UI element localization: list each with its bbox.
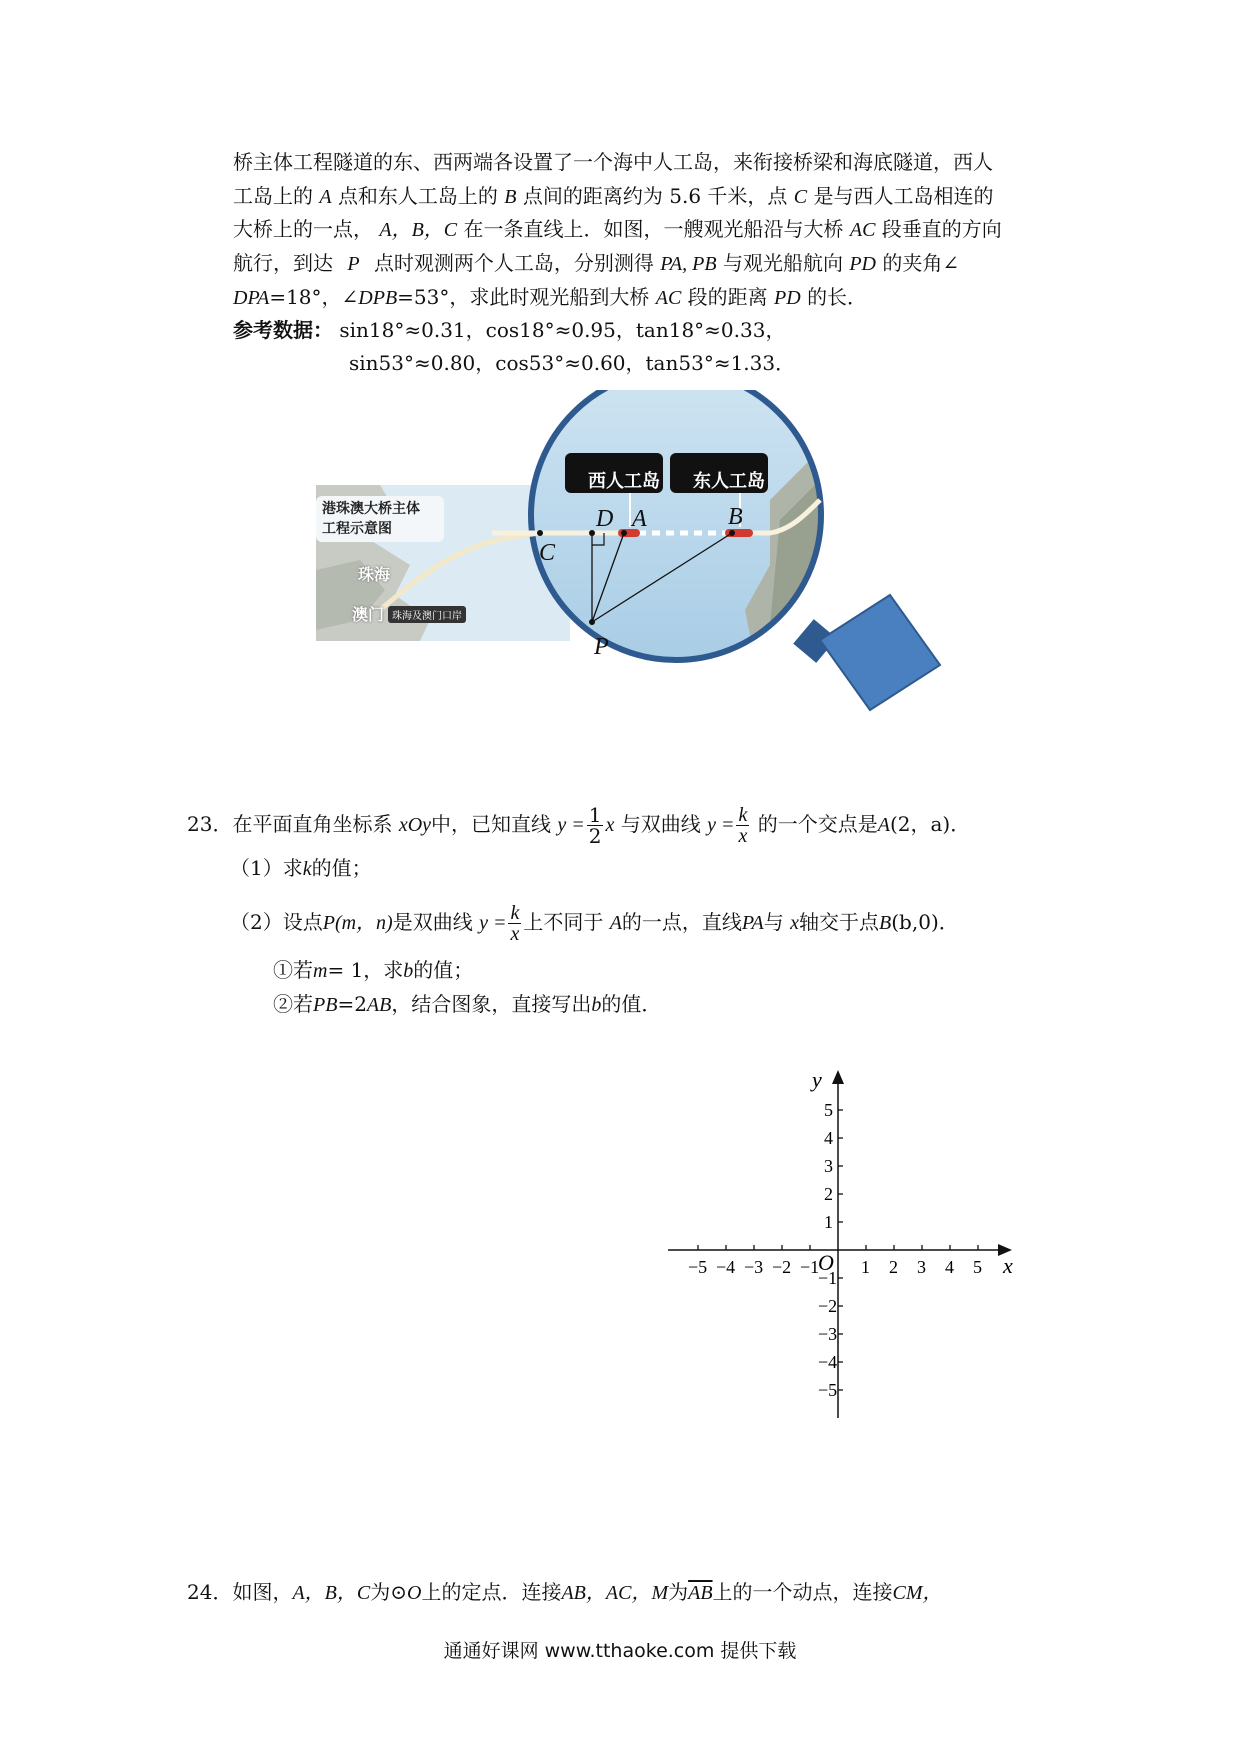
text: 与双曲线 xyxy=(620,812,701,836)
label-point-B: B xyxy=(728,504,743,530)
label-point-C: C xyxy=(539,540,556,566)
var-PAPB: PA, PB xyxy=(660,253,717,275)
var-AB-AC-M: AB，AC，M xyxy=(561,1582,669,1604)
p24-stem xyxy=(187,1578,943,1607)
text: 上的定点．连接 xyxy=(421,1580,562,1604)
numerator: k xyxy=(738,804,748,826)
text: 为 xyxy=(668,1580,689,1604)
text: 上不同于 xyxy=(523,910,604,934)
coords: (2，a)． xyxy=(889,812,971,836)
text: 与观光船航向 xyxy=(722,251,843,275)
question-number: 23． xyxy=(187,812,233,836)
var-C: C xyxy=(793,186,808,208)
text: =18°，∠ xyxy=(269,285,359,309)
reference-line-1: sin18°≈0.31，cos18°≈0.95，tan18°≈0.33， xyxy=(339,318,786,342)
p23-s2 xyxy=(273,990,661,1019)
denominator: x xyxy=(738,825,748,847)
p22-line1-text: 桥主体工程隧道的东、西两端各设置了一个海中人工岛，来衔接桥梁和海底隧道，西人 xyxy=(233,150,993,174)
y-tick-label: −5 xyxy=(818,1380,838,1400)
text: 的夹角∠ xyxy=(882,251,960,275)
text: =53°，求此时观光船到大桥 xyxy=(397,285,650,309)
x-tick-label: 2 xyxy=(889,1257,898,1277)
var-PA: PA xyxy=(741,912,764,934)
label-zhuhai: 珠海 xyxy=(358,565,391,584)
y-tick-label: 2 xyxy=(824,1184,833,1204)
y-tick-label: −4 xyxy=(818,1352,838,1372)
text: 是与西人工岛相连的 xyxy=(813,184,994,208)
text: 的值； xyxy=(413,958,474,982)
reference-label: 参考数据： xyxy=(233,318,333,342)
y-tick-label: −3 xyxy=(818,1324,838,1344)
x-tick-label: −5 xyxy=(688,1257,708,1277)
numerator: 1 xyxy=(588,803,602,827)
y-tick-label: −2 xyxy=(818,1296,838,1316)
var-k: k xyxy=(302,858,312,880)
p22-ref-2 xyxy=(349,349,795,377)
denominator: x xyxy=(510,923,520,945)
p23-q2 xyxy=(230,898,959,947)
text: 工岛上的 xyxy=(233,184,313,208)
var-P: P xyxy=(322,912,335,934)
label-point-A: A xyxy=(632,506,647,532)
var-PD: PD xyxy=(774,287,801,309)
y-tick-label: 1 xyxy=(824,1212,833,1232)
magnifier-handle xyxy=(793,595,940,710)
text: 的一点，直线 xyxy=(621,910,742,934)
text: ①若 xyxy=(273,958,313,982)
text: 如图， xyxy=(232,1580,293,1604)
text: 的长． xyxy=(807,285,868,309)
coords: (m，n) xyxy=(334,912,393,934)
var-ABC: A，B，C xyxy=(379,219,458,241)
text: =2 xyxy=(337,992,367,1016)
var-A: A xyxy=(877,814,890,836)
text: 的一个交点是 xyxy=(757,812,878,836)
var-O: O xyxy=(407,1582,422,1604)
x-tick-label: −1 xyxy=(800,1257,820,1277)
var-CM: CM， xyxy=(892,1582,943,1604)
text: 段垂直的方向 xyxy=(881,217,1002,241)
var-DPB: DPB xyxy=(358,287,398,309)
question-number: 24． xyxy=(187,1580,233,1604)
text: 点间的距离约为 5.6 千米，点 xyxy=(522,184,788,208)
var-AC: AC xyxy=(655,287,682,309)
var-A: A xyxy=(319,186,332,208)
y-tick-label: 4 xyxy=(824,1128,833,1148)
arc-AB: $\overline{AB}$ xyxy=(688,1582,713,1604)
map-title-2: 工程示意图 xyxy=(322,521,392,537)
p22-line-5 xyxy=(233,283,867,312)
point-P-dot xyxy=(589,619,595,625)
label-east-island: 东人工岛 xyxy=(693,471,765,492)
x-tick-label: 5 xyxy=(973,1257,982,1277)
var-ABC: A，B，C xyxy=(292,1582,371,1604)
text: 点和东人工岛上的 xyxy=(337,184,498,208)
text: 中，已知直线 xyxy=(431,812,552,836)
y-axis-label: y xyxy=(812,1067,822,1092)
text: 点时观测两个人工岛，分别测得 xyxy=(373,251,654,275)
var-B: B xyxy=(879,912,892,934)
p22-ref-1 xyxy=(233,316,785,344)
var-m: m xyxy=(313,960,328,982)
text: 与 xyxy=(763,910,784,934)
text: 段的距离 xyxy=(687,285,768,309)
text: 的值． xyxy=(601,992,662,1016)
y-axis-arrow xyxy=(832,1070,844,1084)
fraction-one-half xyxy=(587,805,604,846)
y-equals: y = xyxy=(557,814,585,836)
x-tick-label: 3 xyxy=(917,1257,926,1277)
y-tick-label: 3 xyxy=(824,1156,833,1176)
fraction-k-over-x xyxy=(736,805,749,846)
text: = 1，求 xyxy=(327,958,404,982)
var-PB: PB xyxy=(313,994,338,1016)
var-PD: PD xyxy=(849,253,876,275)
p23-stem xyxy=(187,800,970,849)
text: 为⊙ xyxy=(370,1580,407,1604)
page-footer: 通通好课网 www.tthaoke.com 提供下载 xyxy=(443,1640,797,1662)
denominator: 2 xyxy=(588,824,602,848)
p22-line-1 xyxy=(233,148,993,176)
p22-line-2 xyxy=(233,182,993,211)
p22-line-3 xyxy=(233,215,1002,244)
y-tick-label: −1 xyxy=(818,1268,838,1288)
x-tick-label: −3 xyxy=(744,1257,764,1277)
var-AB: AB xyxy=(366,994,392,1016)
x-tick-label: −2 xyxy=(772,1257,792,1277)
point-D-dot xyxy=(589,530,595,536)
text: ②若 xyxy=(273,992,313,1016)
p22-line-4 xyxy=(233,249,959,278)
point-A-dot xyxy=(621,530,627,536)
text: 上的一个动点，连接 xyxy=(712,1580,893,1604)
text: 的值； xyxy=(311,856,372,880)
coordinate-axes xyxy=(660,1065,1020,1435)
var-x: x xyxy=(790,912,800,934)
x-tick-label: −4 xyxy=(716,1257,736,1277)
text: 轴交于点 xyxy=(799,910,880,934)
y-equals: y = xyxy=(479,912,507,934)
label-point-P: P xyxy=(594,634,609,660)
p23-q1 xyxy=(230,854,372,883)
x-tick-label: 4 xyxy=(945,1257,954,1277)
text: （1）求 xyxy=(230,856,303,880)
text: ，结合图象，直接写出 xyxy=(391,992,592,1016)
map-title-1: 港珠澳大桥主体 xyxy=(322,501,420,517)
numerator: k xyxy=(510,902,520,924)
x-tick-label: 1 xyxy=(861,1257,870,1277)
var-b: b xyxy=(403,960,414,982)
fraction-k-over-x xyxy=(508,903,521,944)
var-x: x xyxy=(605,814,615,836)
text: （2）设点 xyxy=(230,910,323,934)
text: 是双曲线 xyxy=(392,910,473,934)
text: 航行，到达 xyxy=(233,251,333,275)
text: 在平面直角坐标系 xyxy=(232,812,393,836)
coords: (b,0)． xyxy=(891,910,959,934)
y-tick-label: 5 xyxy=(824,1100,833,1120)
label-west-island: 西人工岛 xyxy=(588,471,660,492)
var-DPA: DPA xyxy=(233,287,270,309)
text: 大桥上的一点， xyxy=(233,217,373,241)
var-AC: AC xyxy=(849,219,876,241)
x-axis-label: x xyxy=(1003,1253,1013,1278)
label-port: 珠海及澳门口岸 xyxy=(388,606,466,623)
var-A: A xyxy=(609,912,622,934)
text: 在一条直线上．如图，一艘观光船沿与大桥 xyxy=(463,217,844,241)
label-macau: 澳门 xyxy=(352,605,385,624)
var-xOy: xOy xyxy=(398,814,432,836)
y-equals: y = xyxy=(707,814,735,836)
var-P: P xyxy=(347,253,360,275)
bridge-figure xyxy=(300,390,960,730)
reference-line-2: sin53°≈0.80，cos53°≈0.60，tan53°≈1.33． xyxy=(349,351,796,375)
point-C-dot xyxy=(537,530,543,536)
label-point-D: D xyxy=(596,506,614,532)
p23-s1 xyxy=(273,956,473,985)
var-B: B xyxy=(504,186,517,208)
origin-label: O xyxy=(818,1250,834,1275)
var-b: b xyxy=(591,994,602,1016)
